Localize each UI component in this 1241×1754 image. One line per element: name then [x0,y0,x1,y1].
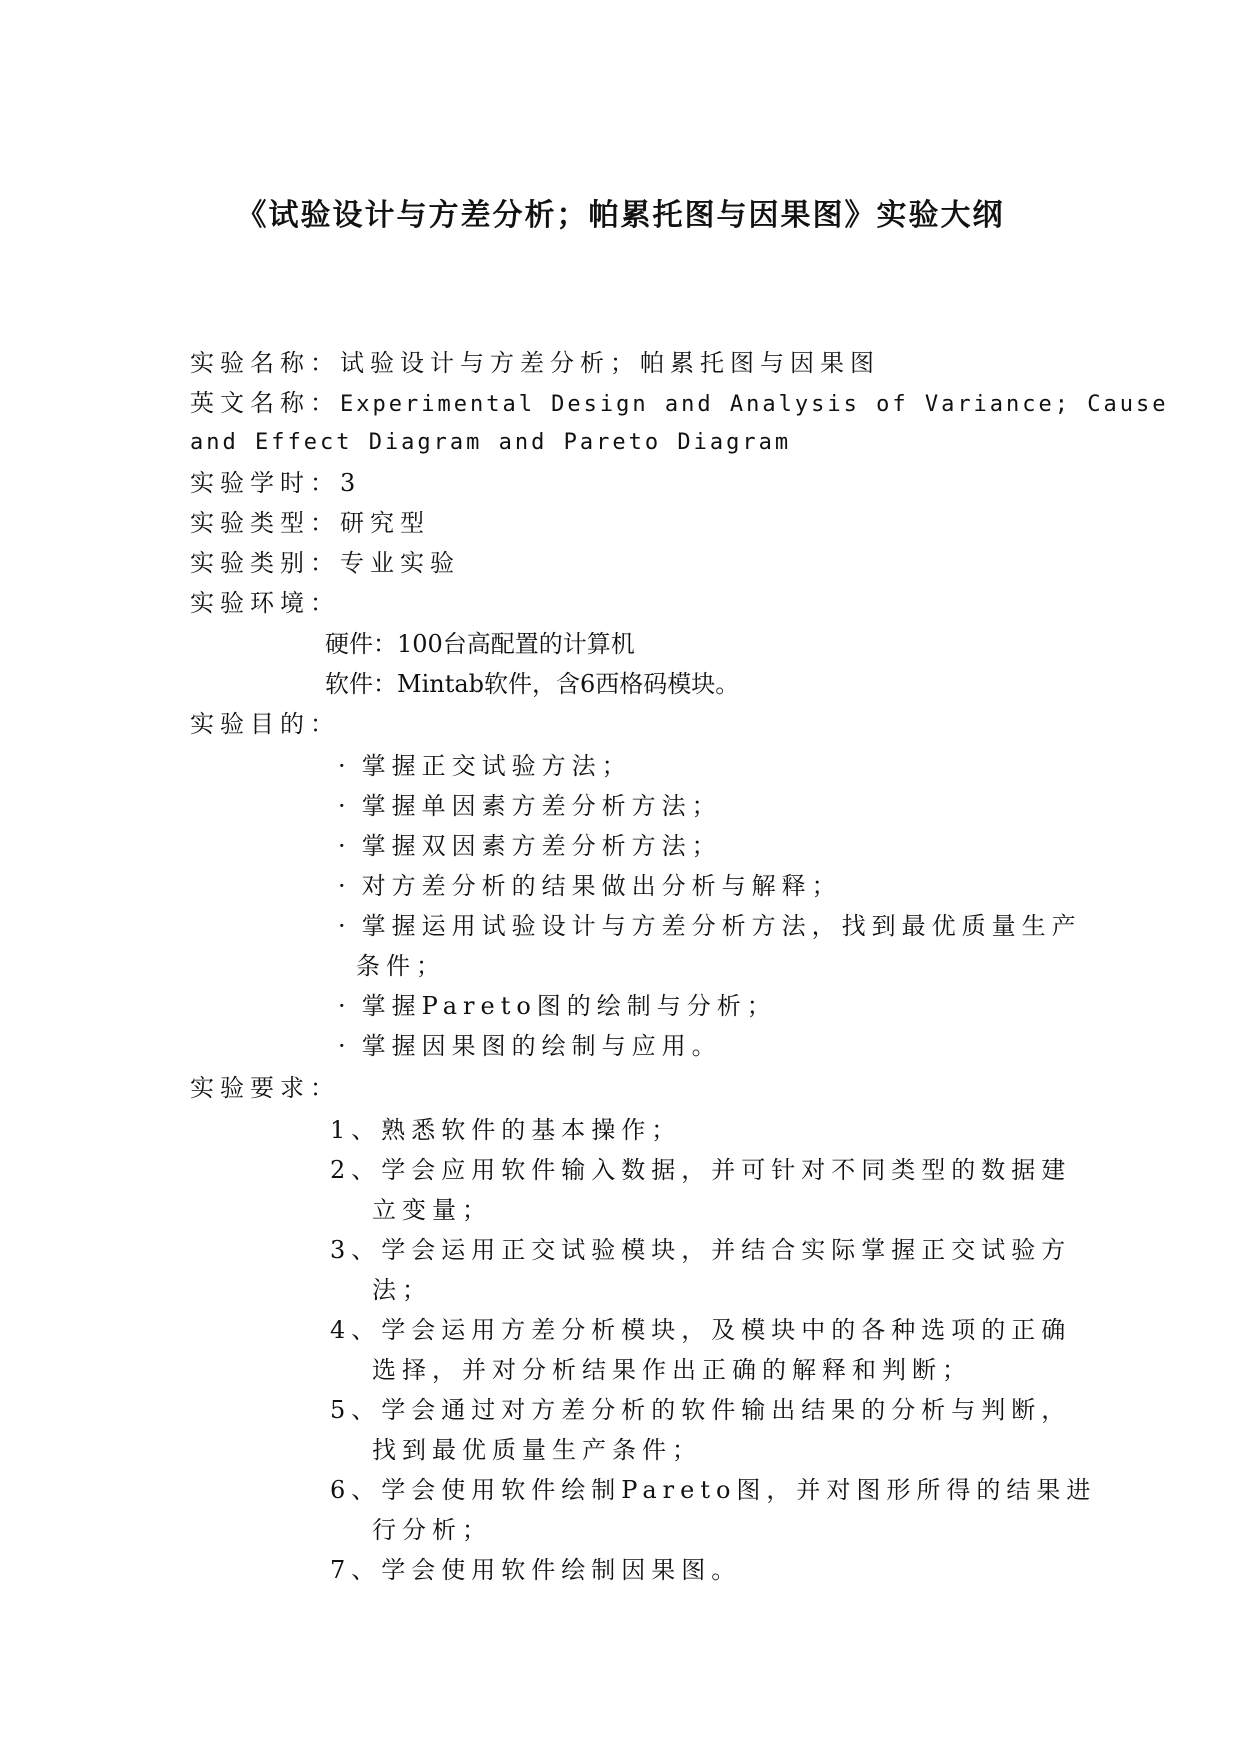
purpose-item: · 掌握正交试验方法； [338,752,632,780]
purpose-item: · 掌握双因素方差分析方法； [338,832,722,860]
requirement-item-continuation: 找到最优质量生产条件； [372,1436,702,1464]
purpose-item: · 掌握Pareto图的绘制与分析； [338,992,777,1020]
experiment-name-value: 试验设计与方差分析；帕累托图与因果图 [340,349,880,377]
experiment-name-row [190,347,880,379]
requirement-item-continuation: 行分析； [372,1516,492,1544]
purpose-label: 实验目的： [190,710,340,738]
page-title: 《试验设计与方差分析；帕累托图与因果图》实验大纲 [236,198,1005,233]
requirement-item: 5、学会通过对方差分析的软件输出结果的分析与判断， [330,1396,1072,1424]
category-row [190,547,460,579]
hours-row [190,467,355,499]
english-name-label: 英文名称： [190,389,340,417]
hours-value: 3 [340,469,356,497]
bullet-icon: · [338,832,352,860]
requirements-label: 实验要求： [190,1074,340,1102]
requirement-item: 2、学会应用软件输入数据，并可针对不同类型的数据建 [330,1156,1072,1184]
purpose-item: · 掌握运用试验设计与方差分析方法，找到最优质量生产 [338,912,1082,940]
purpose-item: · 掌握单因素方差分析方法； [338,792,722,820]
hours-label: 实验学时： [190,469,340,497]
bullet-icon: · [338,752,352,780]
category-value: 专业实验 [340,549,460,577]
requirement-item: 3、学会运用正交试验模块，并结合实际掌握正交试验方 [330,1236,1072,1264]
bullet-icon: · [338,1032,352,1060]
requirement-item-continuation: 立变量； [372,1196,492,1224]
requirement-item: 4、学会运用方差分析模块，及模块中的各种选项的正确 [330,1316,1072,1344]
bullet-icon: · [338,792,352,820]
requirement-item-continuation: 选择，并对分析结果作出正确的解释和判断； [372,1356,972,1384]
requirement-item: 7、学会使用软件绘制因果图。 [330,1556,742,1584]
hardware-text: 硬件：100台高配置的计算机 [325,630,635,658]
bullet-icon: · [338,912,352,940]
type-value: 研究型 [340,509,430,537]
english-name-value-line1: Experimental Design and Analysis of Variance; Cause [340,392,1169,417]
software-text: 软件：Mintab软件，含6西格码模块。 [325,670,740,698]
type-row [190,507,430,539]
purpose-item: · 掌握因果图的绘制与应用。 [338,1032,722,1060]
requirement-item-continuation: 法； [372,1276,432,1304]
category-label: 实验类别： [190,549,340,577]
bullet-icon: · [338,872,352,900]
bullet-icon: · [338,992,352,1020]
english-name-value-line2: and Effect Diagram and Pareto Diagram [190,430,792,455]
purpose-item: · 对方差分析的结果做出分析与解释； [338,872,842,900]
type-label: 实验类型： [190,509,340,537]
environment-label: 实验环境： [190,589,340,617]
english-name-row [190,387,1169,421]
experiment-name-label: 实验名称： [190,349,340,377]
requirement-item: 6、学会使用软件绘制Pareto图，并对图形所得的结果进 [330,1476,1097,1504]
purpose-item-continuation: 条件； [356,952,446,980]
requirement-item: 1、熟悉软件的基本操作； [330,1116,682,1144]
